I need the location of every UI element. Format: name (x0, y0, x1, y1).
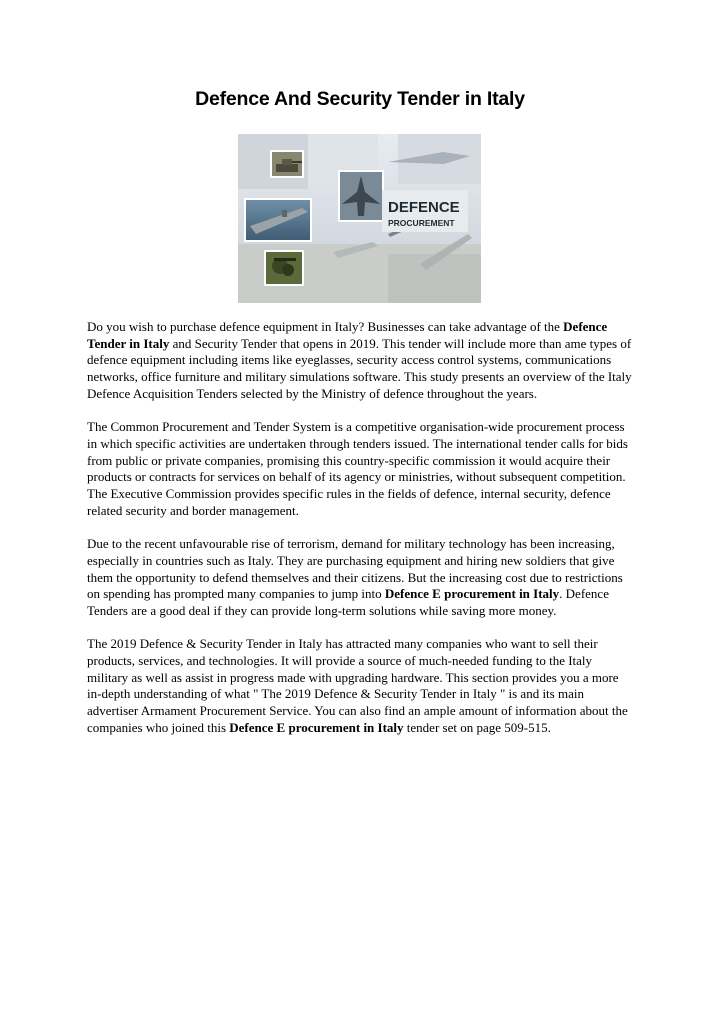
bold-keyword: Defence E procurement in Italy (229, 719, 404, 735)
paragraph-text: Do you wish to purchase defence equipment in Italy? Businesses can take advantage of the (87, 319, 564, 334)
paragraph-text: and Security Tender that opens in 2019. This tender will include more than ame types of defence equipment including items like eyeglasses, security access control systems, communications networks, office furniture and military simulations software. This study presents an overview of the Italy Defence Acquisition Tenders selected by the Ministry of defence throughout the years. (87, 335, 632, 401)
paragraph-text: Due to the recent unfavourable rise of terrorism, demand for military technology has been increasing, especially in countries such as Italy. They are purchasing equipment and hiring new soldiers that give them the opportunity to defend themselves and their citizens. But the increasing cost due to restrictions on spending has prompted many companies to jump into (87, 536, 623, 602)
banner-line2: PROCUREMENT (388, 218, 455, 228)
paragraph-3 (87, 536, 635, 620)
paragraph-text: . Defence Tenders are a good deal if they can provide long-term solutions while saving more money. (87, 586, 609, 618)
document-title: Defence And Security Tender in Italy (195, 88, 525, 110)
paragraph-text: The Common Procurement and Tender System is a competitive organisation-wide procurement process in which specific activities are undertaken through tenders issued. The international tender calls for bids from public or private companies, promising this country-specific commission it would acquire their products or contracts for services on behalf of its agency or ministries, without subsequent competition. The Executive Commission provides specific rules in the fields of defence, internal security, defence related security and border management. (87, 419, 628, 518)
paragraph-4 (87, 636, 635, 736)
paragraph-text: The 2019 Defence & Security Tender in Italy has attracted many companies who want to sell their products, services, and technologies. It will provide a source of much-needed funding to the Italy military as well as assist in progress made with upgrading hardware. This section provides you a more in-depth understanding of what " The 2019 Defence & Security Tender in Italy " is and its main advertiser Armament Procurement Service. You can also find an ample amount of information about the companies who joined this (87, 636, 628, 735)
bold-keyword: Defence Tender in Italy (87, 319, 608, 351)
banner-line1: DEFENCE (388, 199, 460, 216)
paragraph-1 (87, 319, 635, 403)
defence-procurement-image (238, 134, 481, 303)
document-body (87, 319, 635, 753)
bold-keyword: Defence E procurement in Italy (384, 586, 560, 602)
paragraph-text: tender set on page 509-515. (403, 719, 551, 735)
paragraph-2 (87, 419, 635, 519)
collage-graphic (238, 134, 481, 303)
